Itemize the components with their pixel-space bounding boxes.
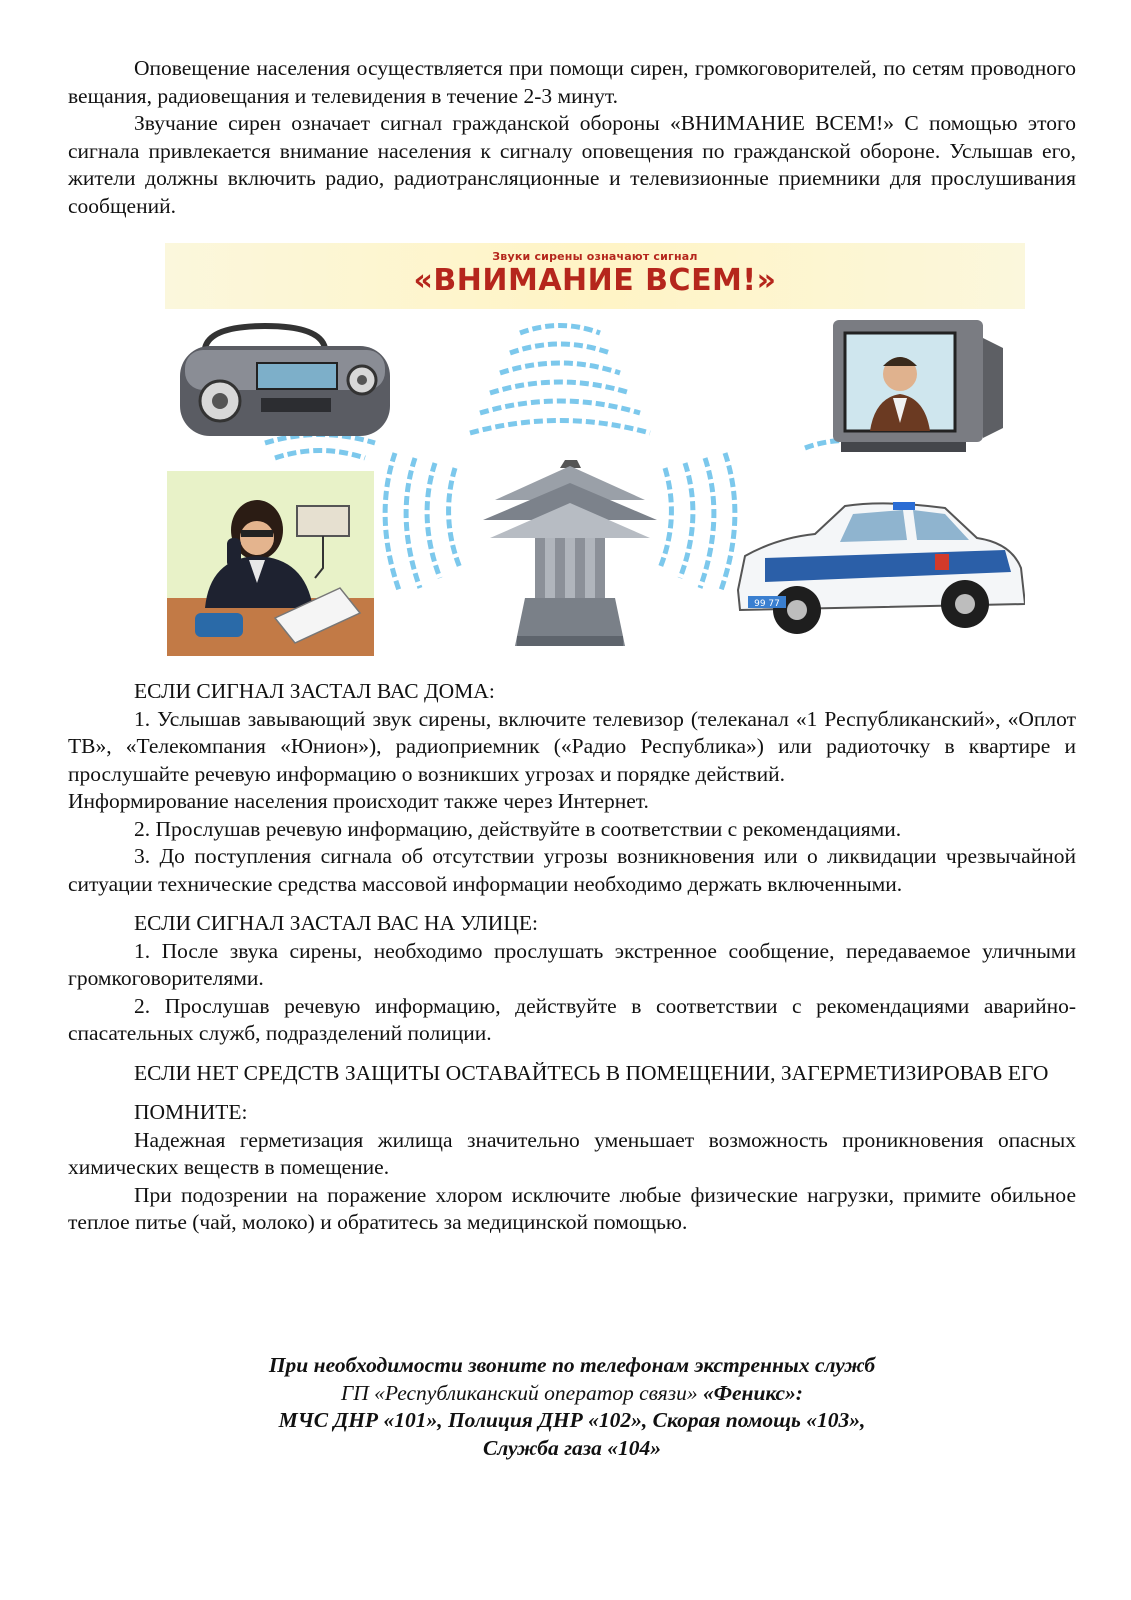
home-section: [68, 678, 1076, 1237]
home-item-1: 1. Услышав завывающий звук сирены, включите телевизор (телеканал «1 Республиканский», «Оплот ТВ», «Телекомпания «Юнион»), радиоприемник («Радио Республика») или радиоточку в квартире и прослушайте речевую информацию о возникших угрозах и порядке действий.: [68, 706, 1076, 786]
contacts-intro: При необходимости звоните по телефонам экстренных служб: [268, 1353, 876, 1377]
operator-name: «Феникс»:: [702, 1380, 803, 1405]
banner-subtitle: Звуки сирены означают сигнал: [492, 250, 698, 263]
car-plate-text: 99 77: [754, 599, 780, 609]
remember-paragraph-2: При подозрении на поражение хлором исключите любые физические нагрузки, примите обильное теплое питье (чай, молоко) и обратитесь за медицинской помощью.: [68, 1182, 1076, 1234]
radio-icon: [180, 326, 390, 436]
tv-icon: [833, 320, 1003, 452]
police-car-icon: [738, 502, 1025, 634]
remember-paragraph-1: Надежная герметизация жилища значительно уменьшает возможность проникновения опасных химических веществ в помещение.: [68, 1127, 1076, 1179]
intro-paragraph-1: Оповещение населения осуществляется при помощи сирен, громкоговорителей, по сетям проводного вещания, радиовещания и телевидения в течение 2-3 минут.: [68, 56, 1076, 108]
gas-service-number: Служба газа «104»: [482, 1435, 662, 1460]
intro-section: [68, 55, 1076, 220]
remember-heading: ПОМНИТЕ:: [134, 1100, 248, 1124]
siren-icon: [483, 460, 657, 646]
home-item-3: 3. До поступления сигнала об отсутствии угрозы возникновения или о ликвидации чрезвычайной ситуации технические средства массовой информации необходимо держать включенными.: [68, 844, 1076, 896]
emergency-contacts: [68, 1352, 1076, 1462]
home-internet-note: Информирование населения происходит также через Интернет.: [68, 789, 649, 813]
home-heading: ЕСЛИ СИГНАЛ ЗАСТАЛ ВАС ДОМА:: [134, 679, 495, 703]
operator-org: ГП «Республиканский оператор связи»: [341, 1380, 698, 1405]
operator-line: [68, 1380, 1076, 1408]
emergency-numbers: МЧС ДНР «101», Полиция ДНР «102», Скорая помощь «103»,: [278, 1408, 866, 1432]
office-worker-icon: [167, 471, 374, 656]
street-heading: ЕСЛИ СИГНАЛ ЗАСТАЛ ВАС НА УЛИЦЕ:: [134, 911, 538, 935]
siren-illustration: [165, 238, 1025, 658]
illustration-drawing: [165, 238, 1025, 658]
street-item-2: 2. Прослушав речевую информацию, действуйте в соответствии с рекомендациями аварийно-спасательных служб, подразделений полиции.: [68, 993, 1076, 1045]
street-item-1: 1. После звука сирены, необходимо прослушать экстренное сообщение, передаваемое уличными громкоговорителями.: [68, 938, 1076, 990]
banner-title: «ВНИМАНИЕ ВСЕМ!»: [413, 263, 777, 298]
no-protection-warning: ЕСЛИ НЕТ СРЕДСТВ ЗАЩИТЫ ОСТАВАЙТЕСЬ В ПОМЕЩЕНИИ, ЗАГЕРМЕТИЗИРОВАВ ЕГО: [134, 1060, 1049, 1085]
home-item-2: 2. Прослушав речевую информацию, действуйте в соответствии с рекомендациями.: [134, 816, 902, 841]
intro-paragraph-2: Звучание сирен означает сигнал гражданской обороны «ВНИМАНИЕ ВСЕМ!» С помощью этого сигнала привлекается внимание населения к сигналу оповещения по гражданской обороне. Услышав его, жители должны включить радио, радиотрансляционные и телевизионные приемники для прослушивания сообщений.: [68, 111, 1076, 218]
